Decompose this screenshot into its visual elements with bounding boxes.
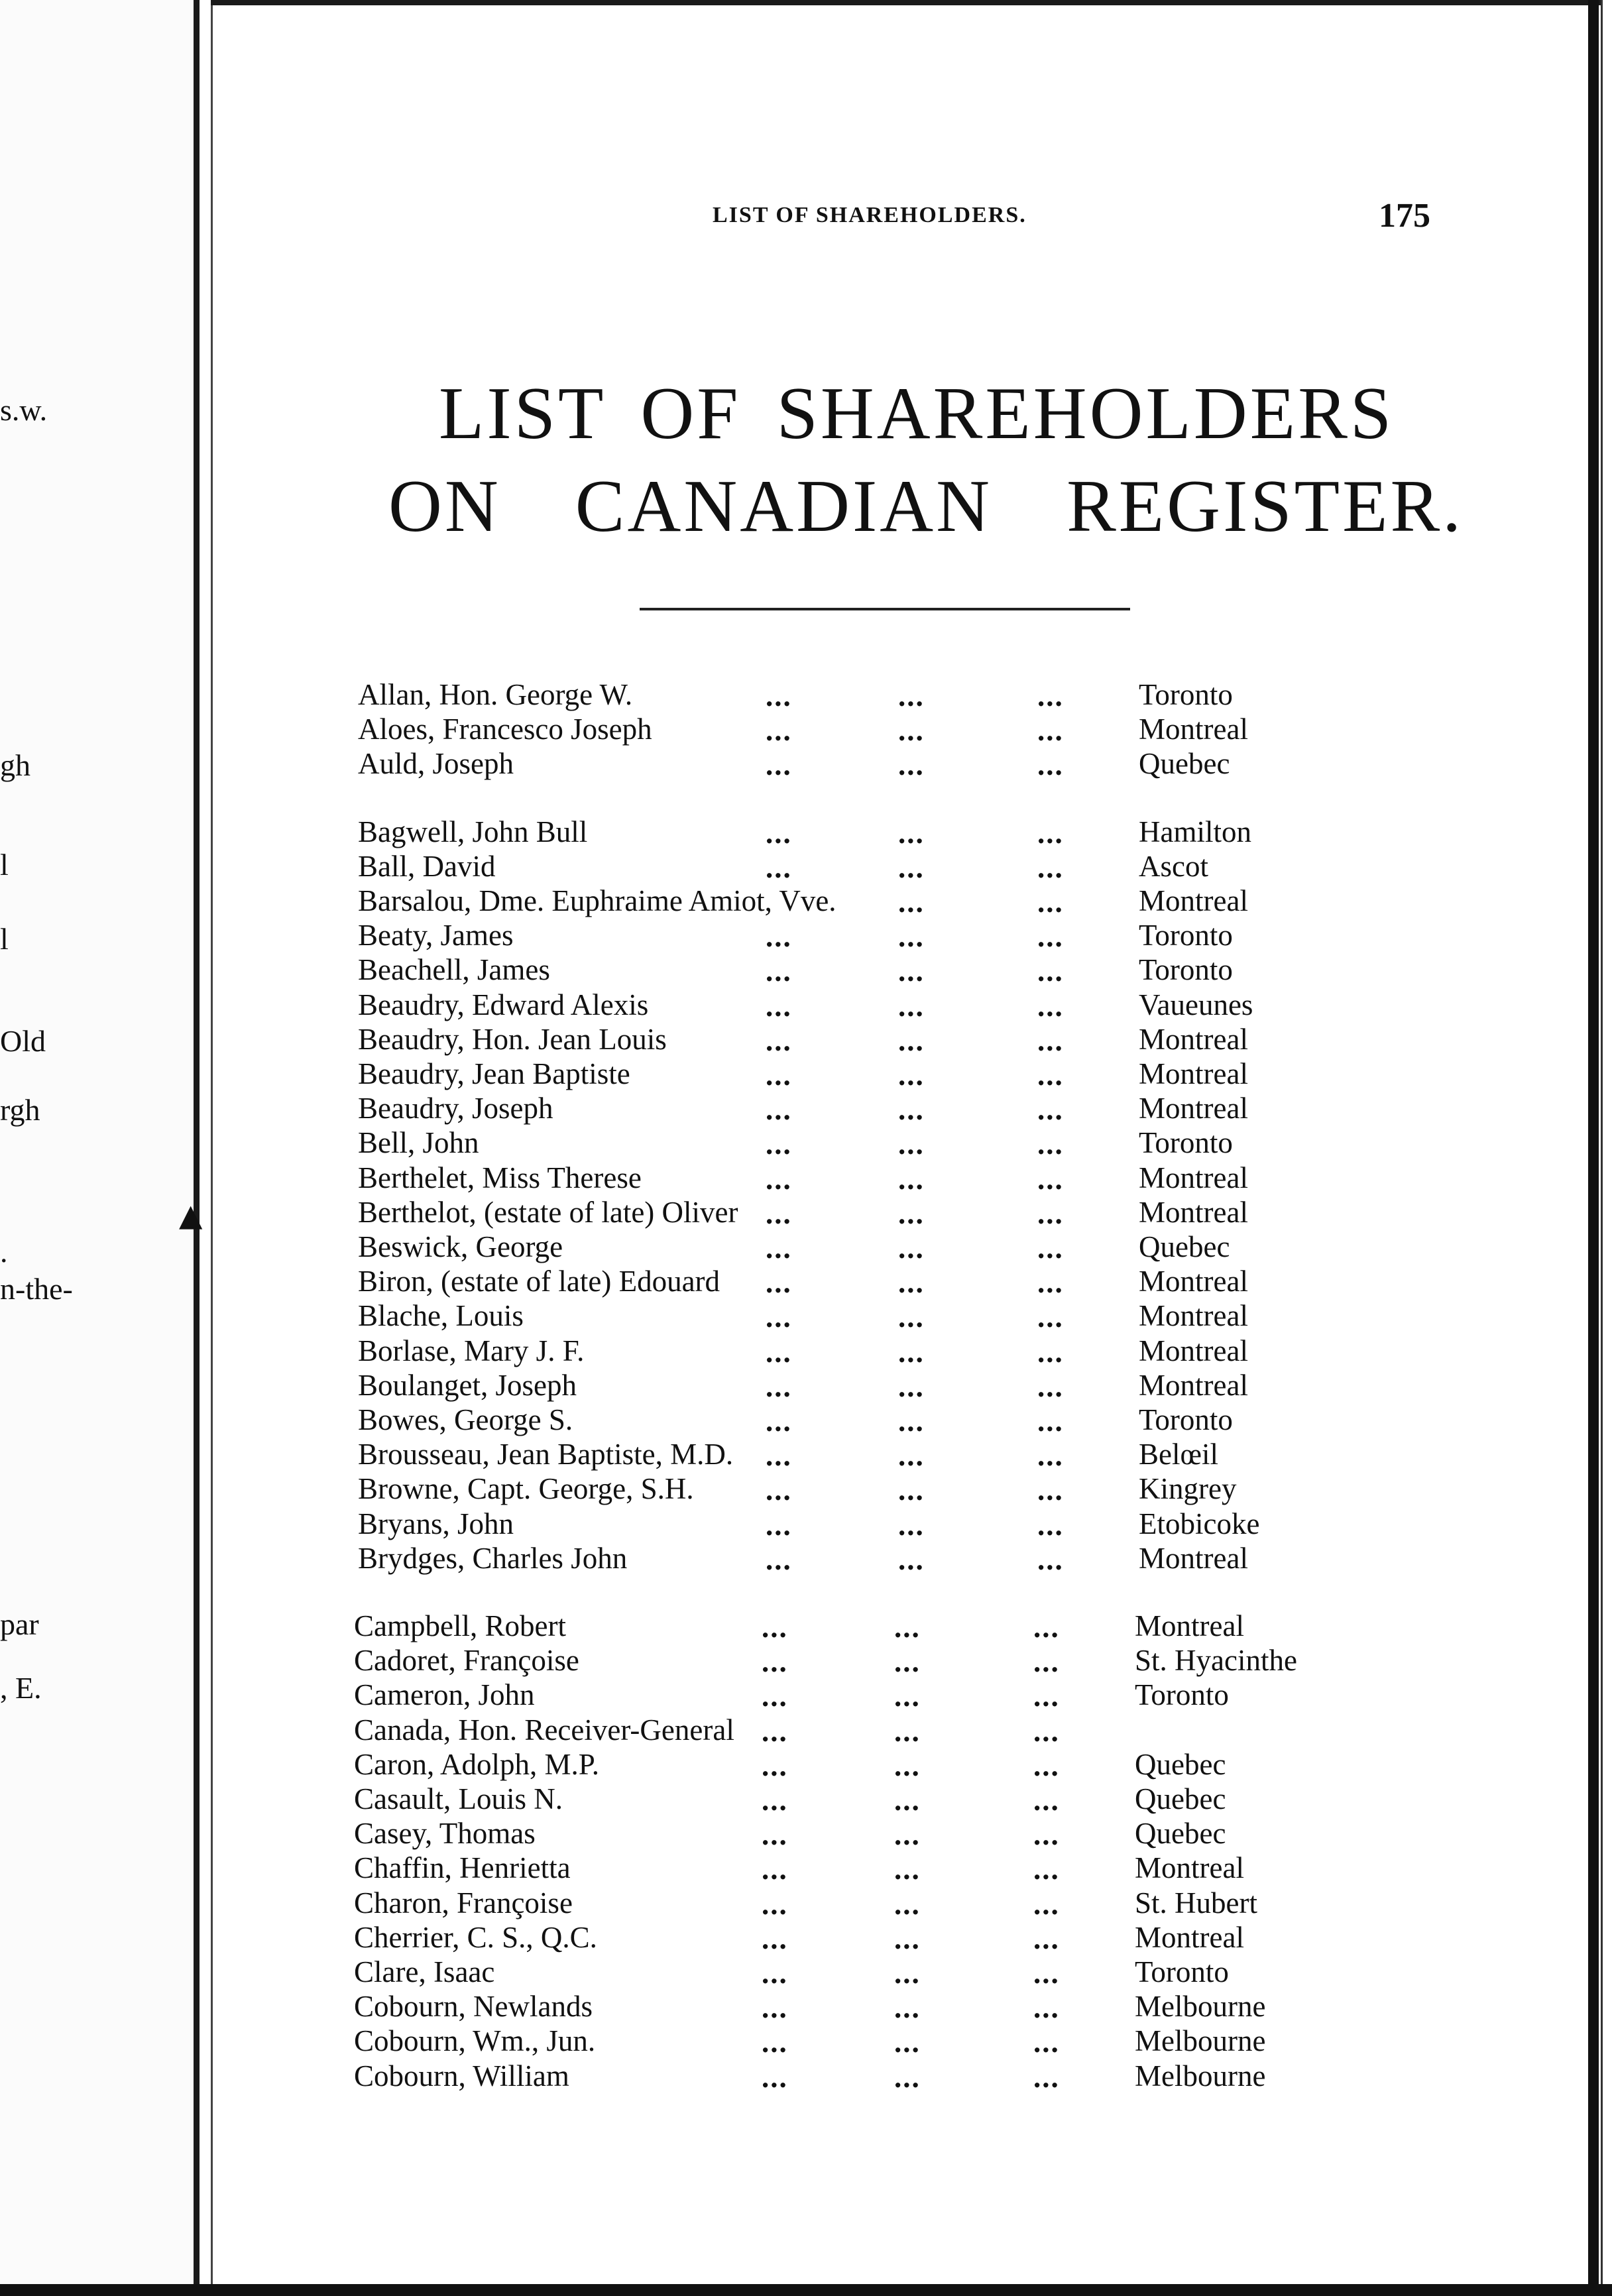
shareholder-row (358, 952, 1418, 987)
leader-dots: ... (1037, 1336, 1064, 1369)
shareholder-place: St. Hyacinthe (1135, 1644, 1297, 1677)
gutter-mark: ▲ (179, 1197, 203, 1233)
leader-dots: ... (1037, 1059, 1064, 1092)
leader-dots: ... (898, 714, 925, 747)
leader-dots: ... (1037, 954, 1064, 988)
shareholder-place: Kingrey (1139, 1472, 1237, 1505)
leader-dots: ... (766, 1197, 792, 1230)
leader-dots: ... (1037, 990, 1064, 1023)
leader-dots: ... (898, 1439, 925, 1472)
shareholder-name: Biron, (estate of late) Edouard (358, 1265, 720, 1298)
leader-dots: ... (1033, 1888, 1060, 1921)
scan-top-border (211, 0, 1612, 5)
leader-dots: ... (894, 1645, 921, 1678)
leader-dots: ... (762, 1715, 788, 1748)
shareholder-place: Montreal (1139, 1092, 1248, 1125)
shareholder-name: Berthelet, Miss Therese (358, 1161, 642, 1194)
leader-dots: ... (898, 1024, 925, 1057)
shareholder-row (358, 1507, 1418, 1541)
leader-dots: ... (898, 679, 925, 713)
shareholder-row (354, 1643, 1414, 1678)
shareholder-row (358, 1334, 1418, 1368)
shareholder-row (354, 1782, 1414, 1816)
leader-dots: ... (898, 1232, 925, 1265)
shareholder-name: Beswick, George (358, 1230, 563, 1263)
leader-dots: ... (898, 1370, 925, 1403)
shareholder-name: Beaudry, Joseph (358, 1092, 553, 1125)
margin-fragment: . (0, 1235, 8, 1269)
shareholder-place: Montreal (1135, 1609, 1244, 1642)
leader-dots: ... (762, 1749, 788, 1782)
shareholder-row (358, 712, 1418, 746)
shareholder-place: Montreal (1135, 1851, 1244, 1884)
leader-dots: ... (1033, 1680, 1060, 1713)
leader-dots: ... (766, 851, 792, 884)
margin-fragment: , E. (0, 1671, 42, 1705)
shareholder-place: Montreal (1139, 1299, 1248, 1332)
shareholder-row (358, 1125, 1418, 1160)
shareholder-row (358, 1091, 1418, 1125)
leader-dots: ... (1033, 1853, 1060, 1886)
leader-dots: ... (1037, 1300, 1064, 1334)
leader-dots: ... (898, 1127, 925, 1161)
shareholder-row (358, 1403, 1418, 1437)
leader-dots: ... (1033, 1957, 1060, 1990)
shareholder-name: Boulanget, Joseph (358, 1369, 577, 1402)
previous-page-sliver (0, 0, 199, 2296)
leader-dots: ... (1037, 920, 1064, 953)
shareholder-row (354, 2024, 1414, 2058)
shareholder-row (358, 849, 1418, 884)
leader-dots: ... (1037, 1232, 1064, 1265)
shareholder-name: Beaty, James (358, 919, 514, 952)
shareholder-row (354, 1713, 1414, 1747)
shareholder-name: Cameron, John (354, 1678, 535, 1711)
leader-dots: ... (766, 1336, 792, 1369)
leader-dots: ... (1037, 1543, 1064, 1576)
leader-dots: ... (1037, 1473, 1064, 1507)
leader-dots: ... (898, 851, 925, 884)
shareholder-place: Montreal (1139, 1542, 1248, 1575)
shareholder-name: Cherrier, C. S., Q.C. (354, 1921, 597, 1954)
shareholder-place: Etobicoke (1139, 1507, 1260, 1540)
shareholder-place: Montreal (1139, 1023, 1248, 1056)
leader-dots: ... (894, 1957, 921, 1990)
shareholder-name: Ball, David (358, 850, 496, 883)
shareholder-place: Quebec (1135, 1782, 1226, 1815)
shareholder-name: Blache, Louis (358, 1299, 524, 1332)
shareholder-row (358, 1022, 1418, 1057)
leader-dots: ... (894, 1715, 921, 1748)
margin-fragment: s.w. (0, 393, 48, 427)
leader-dots: ... (898, 748, 925, 781)
shareholder-name: Beaudry, Edward Alexis (358, 988, 649, 1021)
shareholder-row (354, 1609, 1414, 1643)
shareholder-name: Barsalou, Dme. Euphraime Amiot, Vve. (358, 884, 836, 917)
leader-dots: ... (1033, 1922, 1060, 1955)
gutter-edge (194, 0, 200, 2296)
shareholder-row (358, 988, 1418, 1022)
shareholder-place: Toronto (1139, 678, 1233, 711)
shareholder-place: Montreal (1139, 1057, 1248, 1090)
shareholder-row (358, 1368, 1418, 1403)
shareholder-place: Toronto (1135, 1678, 1229, 1711)
leader-dots: ... (766, 1163, 792, 1196)
shareholder-name: Cadoret, Françoise (354, 1644, 579, 1677)
shareholder-row (358, 1264, 1418, 1298)
shareholder-name: Chaffin, Henrietta (354, 1851, 571, 1884)
leader-dots: ... (898, 1300, 925, 1334)
leader-dots: ... (898, 1163, 925, 1196)
leader-dots: ... (1037, 1163, 1064, 1196)
shareholder-name: Brydges, Charles John (358, 1542, 628, 1575)
leader-dots: ... (894, 1784, 921, 1817)
shareholder-place: Montreal (1139, 1369, 1248, 1402)
leader-dots: ... (1033, 1749, 1060, 1782)
title-rule (640, 608, 1130, 610)
leader-dots: ... (762, 1680, 788, 1713)
shareholder-name: Campbell, Robert (354, 1609, 566, 1642)
shareholder-row (358, 918, 1418, 952)
shareholder-place: Toronto (1139, 953, 1233, 986)
leader-dots: ... (766, 990, 792, 1023)
leader-dots: ... (766, 714, 792, 747)
shareholder-row (358, 1471, 1418, 1506)
leader-dots: ... (1033, 2026, 1060, 2059)
shareholder-name: Beaudry, Hon. Jean Louis (358, 1023, 667, 1056)
margin-fragment: l (0, 848, 9, 882)
shareholder-place: Quebec (1139, 747, 1230, 780)
margin-fragment: Old (0, 1024, 46, 1058)
leader-dots: ... (766, 1405, 792, 1438)
leader-dots: ... (762, 1957, 788, 1990)
shareholder-row (354, 1989, 1414, 2024)
leader-dots: ... (762, 1888, 788, 1921)
shareholder-name: Beaudry, Jean Baptiste (358, 1057, 630, 1090)
shareholder-name: Brousseau, Jean Baptiste, M.D. (358, 1438, 734, 1471)
leader-dots: ... (1033, 1715, 1060, 1748)
leader-dots: ... (762, 2061, 788, 2094)
shareholder-name: Clare, Isaac (354, 1955, 495, 1988)
leader-dots: ... (1033, 1784, 1060, 1817)
leader-dots: ... (1037, 1439, 1064, 1472)
gutter-edge-inner (211, 0, 213, 2296)
shareholder-row (358, 1541, 1418, 1576)
leader-dots: ... (898, 1509, 925, 1542)
leader-dots: ... (898, 817, 925, 850)
shareholder-place: Toronto (1135, 1955, 1229, 1988)
shareholder-name: Bell, John (358, 1126, 479, 1159)
page-number: 175 (1379, 197, 1430, 235)
leader-dots: ... (898, 1405, 925, 1438)
shareholder-place: Montreal (1139, 1265, 1248, 1298)
shareholder-place: Montreal (1139, 713, 1248, 746)
shareholder-row (358, 815, 1418, 849)
leader-dots: ... (766, 817, 792, 850)
leader-dots: ... (1033, 2061, 1060, 2094)
leader-dots: ... (894, 1680, 921, 1713)
page-title-line1: LIST OF SHAREHOLDERS (439, 373, 1395, 455)
leader-dots: ... (894, 1991, 921, 2024)
leader-dots: ... (1037, 1370, 1064, 1403)
leader-dots: ... (898, 1266, 925, 1299)
scan-bottom-border (0, 2284, 1612, 2296)
shareholder-name: Casey, Thomas (354, 1817, 536, 1850)
leader-dots: ... (898, 1473, 925, 1507)
leader-dots: ... (1033, 1645, 1060, 1678)
shareholder-name: Allan, Hon. George W. (358, 678, 633, 711)
shareholder-place: Melbourne (1135, 2024, 1266, 2057)
leader-dots: ... (894, 1922, 921, 1955)
leader-dots: ... (1037, 748, 1064, 781)
shareholder-name: Berthelot, (estate of late) Oliver (358, 1196, 738, 1229)
shareholder-row (354, 1678, 1414, 1712)
shareholder-place: St. Hubert (1135, 1886, 1257, 1920)
leader-dots: ... (1037, 714, 1064, 747)
shareholder-name: Bryans, John (358, 1507, 514, 1540)
leader-dots: ... (898, 1197, 925, 1230)
margin-fragment: n-the- (0, 1272, 73, 1306)
leader-dots: ... (766, 1300, 792, 1334)
shareholder-row (358, 1437, 1418, 1471)
shareholder-name: Canada, Hon. Receiver-General (354, 1713, 734, 1747)
shareholder-name: Borlase, Mary J. F. (358, 1334, 585, 1367)
margin-fragment: rgh (0, 1093, 40, 1127)
leader-dots: ... (898, 920, 925, 953)
shareholder-place: Ascot (1139, 850, 1208, 883)
shareholder-name: Cobourn, Wm., Jun. (354, 2024, 596, 2057)
leader-dots: ... (762, 1991, 788, 2024)
leader-dots: ... (1037, 1093, 1064, 1126)
leader-dots: ... (898, 886, 925, 919)
shareholder-row (358, 1057, 1418, 1091)
shareholder-name: Bagwell, John Bull (358, 815, 588, 848)
page-title-line2: ON CANADIAN REGISTER. (388, 465, 1464, 547)
scan-right-border (1588, 0, 1599, 2296)
leader-dots: ... (1037, 1405, 1064, 1438)
leader-dots: ... (766, 679, 792, 713)
leader-dots: ... (766, 1370, 792, 1403)
leader-dots: ... (766, 1509, 792, 1542)
shareholder-place: Montreal (1139, 884, 1248, 917)
shareholder-place: Melbourne (1135, 1990, 1266, 2023)
leader-dots: ... (898, 1093, 925, 1126)
margin-fragment: par (0, 1607, 39, 1641)
shareholder-row (354, 1816, 1414, 1851)
shareholder-name: Caron, Adolph, M.P. (354, 1748, 600, 1781)
leader-dots: ... (898, 954, 925, 988)
leader-dots: ... (1033, 1991, 1060, 2024)
shareholder-row (358, 1230, 1418, 1264)
shareholder-place: Quebec (1135, 1748, 1226, 1781)
leader-dots: ... (766, 1059, 792, 1092)
shareholder-row (358, 1161, 1418, 1195)
shareholder-place: Toronto (1139, 1126, 1233, 1159)
leader-dots: ... (894, 1611, 921, 1644)
leader-dots: ... (1033, 1611, 1060, 1644)
leader-dots: ... (766, 1473, 792, 1507)
leader-dots: ... (1037, 1509, 1064, 1542)
leader-dots: ... (762, 1784, 788, 1817)
leader-dots: ... (898, 990, 925, 1023)
running-head: LIST OF SHAREHOLDERS. (713, 203, 1027, 227)
shareholder-row (358, 1298, 1418, 1333)
shareholder-row (354, 2059, 1414, 2093)
shareholder-name: Charon, Françoise (354, 1886, 573, 1920)
shareholder-name: Cobourn, William (354, 2059, 569, 2093)
leader-dots: ... (894, 2026, 921, 2059)
shareholder-row (354, 1747, 1414, 1782)
shareholder-place: Belœil (1139, 1438, 1218, 1471)
leader-dots: ... (762, 1611, 788, 1644)
leader-dots: ... (898, 1059, 925, 1092)
shareholder-name: Beachell, James (358, 953, 550, 986)
shareholder-row (354, 1851, 1414, 1885)
leader-dots: ... (894, 1853, 921, 1886)
shareholder-row (354, 1955, 1414, 1989)
shareholder-place: Hamilton (1139, 815, 1251, 848)
leader-dots: ... (1037, 1197, 1064, 1230)
leader-dots: ... (894, 1818, 921, 1851)
shareholder-place: Montreal (1139, 1196, 1248, 1229)
shareholder-row (358, 1195, 1418, 1230)
leader-dots: ... (894, 1888, 921, 1921)
leader-dots: ... (766, 1232, 792, 1265)
leader-dots: ... (1037, 817, 1064, 850)
margin-fragment: gh (0, 748, 30, 782)
shareholder-place: Melbourne (1135, 2059, 1266, 2093)
leader-dots: ... (898, 1543, 925, 1576)
shareholder-place: Montreal (1139, 1161, 1248, 1194)
leader-dots: ... (766, 920, 792, 953)
leader-dots: ... (894, 1749, 921, 1782)
shareholder-place: Toronto (1139, 919, 1233, 952)
leader-dots: ... (1037, 679, 1064, 713)
leader-dots: ... (766, 748, 792, 781)
leader-dots: ... (1033, 1818, 1060, 1851)
shareholder-place: Quebec (1135, 1817, 1226, 1850)
shareholder-place: Montreal (1139, 1334, 1248, 1367)
shareholder-row (358, 884, 1418, 918)
leader-dots: ... (762, 2026, 788, 2059)
leader-dots: ... (766, 1093, 792, 1126)
shareholder-row (358, 677, 1418, 712)
shareholder-place: Montreal (1135, 1921, 1244, 1954)
leader-dots: ... (894, 2061, 921, 2094)
leader-dots: ... (766, 1543, 792, 1576)
shareholder-row (354, 1886, 1414, 1920)
margin-fragment: l (0, 922, 9, 956)
leader-dots: ... (762, 1853, 788, 1886)
shareholder-row (354, 1920, 1414, 1955)
shareholder-place: Vaueunes (1139, 988, 1253, 1021)
leader-dots: ... (1037, 1024, 1064, 1057)
leader-dots: ... (766, 1024, 792, 1057)
leader-dots: ... (766, 1266, 792, 1299)
leader-dots: ... (762, 1818, 788, 1851)
leader-dots: ... (762, 1645, 788, 1678)
shareholder-name: Bowes, George S. (358, 1403, 573, 1436)
shareholder-name: Auld, Joseph (358, 747, 514, 780)
shareholder-place: Toronto (1139, 1403, 1233, 1436)
leader-dots: ... (766, 1439, 792, 1472)
leader-dots: ... (898, 1336, 925, 1369)
leader-dots: ... (1037, 1266, 1064, 1299)
shareholder-name: Aloes, Francesco Joseph (358, 713, 652, 746)
shareholder-place: Quebec (1139, 1230, 1230, 1263)
leader-dots: ... (1037, 886, 1064, 919)
leader-dots: ... (766, 954, 792, 988)
shareholder-name: Browne, Capt. George, S.H. (358, 1472, 694, 1505)
shareholder-row (358, 746, 1418, 781)
leader-dots: ... (1037, 851, 1064, 884)
shareholder-name: Cobourn, Newlands (354, 1990, 593, 2023)
leader-dots: ... (762, 1922, 788, 1955)
shareholder-name: Casault, Louis N. (354, 1782, 563, 1815)
leader-dots: ... (1037, 1127, 1064, 1161)
leader-dots: ... (766, 1127, 792, 1161)
scan-right-edge (1601, 0, 1612, 2296)
